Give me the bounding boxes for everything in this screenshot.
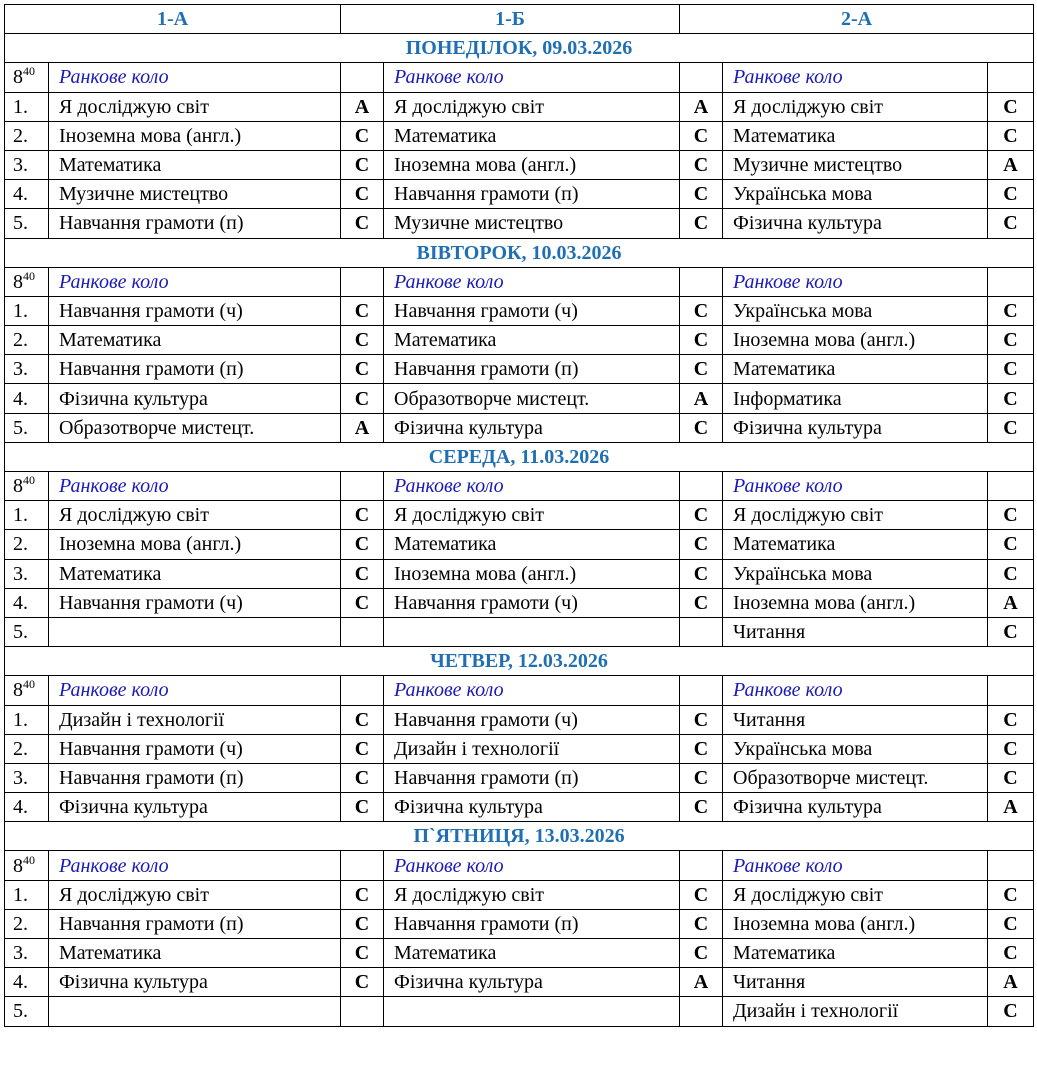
lesson-row: [5, 296, 1034, 325]
subject-1a: Математика: [49, 559, 341, 588]
lesson-row: [5, 588, 1034, 617]
lesson-number: 3.: [5, 355, 49, 384]
subject-1a: Математика: [49, 939, 341, 968]
subject-1a: Образотворче мистецт.: [49, 413, 341, 442]
room-1a: С: [341, 880, 384, 909]
lesson-number: 1.: [5, 880, 49, 909]
lesson-number: 2.: [5, 326, 49, 355]
subject-2a: Іноземна мова (англ.): [723, 326, 988, 355]
morning-circle-row: [5, 63, 1034, 92]
lesson-number: 4.: [5, 588, 49, 617]
room-1a: С: [341, 968, 384, 997]
subject-2a: Дизайн і технології: [723, 997, 988, 1026]
subject-2a: Інформатика: [723, 384, 988, 413]
day-header-row: [5, 442, 1034, 471]
room-1a: С: [341, 559, 384, 588]
room-2a: С: [988, 530, 1034, 559]
subject-1a: Фізична культура: [49, 384, 341, 413]
room-2a: С: [988, 296, 1034, 325]
lesson-row: [5, 997, 1034, 1026]
subject-2a: Математика: [723, 939, 988, 968]
lesson-row: [5, 180, 1034, 209]
subject-1b: Математика: [384, 939, 680, 968]
lesson-number: 4.: [5, 968, 49, 997]
subject-2a: Фізична культура: [723, 209, 988, 238]
room-1a: С: [341, 180, 384, 209]
subject-1b: [384, 997, 680, 1026]
morning-circle-1b: Ранкове коло: [384, 63, 680, 92]
lesson-row: [5, 968, 1034, 997]
subject-1b: Іноземна мова (англ.): [384, 150, 680, 179]
room-1b: С: [680, 734, 723, 763]
lesson-number: 2.: [5, 530, 49, 559]
morning-time-minutes: 40: [23, 852, 35, 867]
subject-1a: [49, 617, 341, 646]
morning-time-minutes: 40: [23, 473, 35, 488]
morning-time: [5, 851, 49, 880]
subject-1b: Я досліджую світ: [384, 501, 680, 530]
morning-circle-2a: Ранкове коло: [723, 851, 988, 880]
morning-circle-row: [5, 267, 1034, 296]
lesson-row: [5, 326, 1034, 355]
room-2a: С: [988, 121, 1034, 150]
subject-1b: Навчання грамоти (п): [384, 355, 680, 384]
room-1a: [341, 617, 384, 646]
schedule-table: [4, 4, 1034, 1027]
room-cell-1a: [341, 676, 384, 705]
subject-1b: Музичне мистецтво: [384, 209, 680, 238]
room-2a: С: [988, 355, 1034, 384]
lesson-number: 2.: [5, 734, 49, 763]
class-header-row: [5, 5, 1034, 34]
room-1a: С: [341, 121, 384, 150]
subject-1b: Фізична культура: [384, 968, 680, 997]
subject-2a: Українська мова: [723, 180, 988, 209]
room-2a: С: [988, 413, 1034, 442]
lesson-row: [5, 793, 1034, 822]
subject-1b: Навчання грамоти (п): [384, 180, 680, 209]
subject-1a: Фізична культура: [49, 968, 341, 997]
subject-2a: Читання: [723, 617, 988, 646]
lesson-row: [5, 121, 1034, 150]
subject-2a: Читання: [723, 705, 988, 734]
subject-2a: Математика: [723, 121, 988, 150]
subject-2a: Українська мова: [723, 734, 988, 763]
morning-time-minutes: 40: [23, 268, 35, 283]
room-1a: [341, 997, 384, 1026]
room-2a: А: [988, 588, 1034, 617]
subject-2a: Математика: [723, 530, 988, 559]
room-1a: С: [341, 530, 384, 559]
subject-1a: Я досліджую світ: [49, 92, 341, 121]
morning-time: [5, 267, 49, 296]
room-1b: С: [680, 880, 723, 909]
room-cell-2a: [988, 267, 1034, 296]
room-1b: С: [680, 413, 723, 442]
morning-time-minutes: 40: [23, 64, 35, 79]
day-title: ВІВТОРОК, 10.03.2026: [5, 238, 1034, 267]
room-cell-1b: [680, 63, 723, 92]
room-1a: С: [341, 734, 384, 763]
room-2a: С: [988, 209, 1034, 238]
day-header-row: [5, 822, 1034, 851]
subject-1b: Фізична культура: [384, 793, 680, 822]
subject-1a: Навчання грамоти (ч): [49, 588, 341, 617]
room-1b: С: [680, 530, 723, 559]
room-cell-1b: [680, 472, 723, 501]
subject-1a: Навчання грамоти (п): [49, 355, 341, 384]
room-2a: С: [988, 384, 1034, 413]
subject-1b: Математика: [384, 121, 680, 150]
lesson-number: 5.: [5, 617, 49, 646]
room-2a: А: [988, 150, 1034, 179]
room-cell-1a: [341, 63, 384, 92]
subject-1a: Математика: [49, 150, 341, 179]
morning-time-hour: 8: [13, 854, 23, 877]
room-2a: С: [988, 180, 1034, 209]
room-2a: С: [988, 939, 1034, 968]
room-1b: С: [680, 180, 723, 209]
subject-1a: Я досліджую світ: [49, 880, 341, 909]
room-2a: А: [988, 793, 1034, 822]
room-1a: С: [341, 326, 384, 355]
day-header-row: [5, 34, 1034, 63]
lesson-number: 2.: [5, 121, 49, 150]
morning-circle-row: [5, 472, 1034, 501]
room-2a: С: [988, 617, 1034, 646]
morning-time-minutes: 40: [23, 677, 35, 692]
lesson-number: 1.: [5, 296, 49, 325]
subject-1b: Я досліджую світ: [384, 92, 680, 121]
room-1a: С: [341, 588, 384, 617]
lesson-row: [5, 763, 1034, 792]
room-1a: С: [341, 939, 384, 968]
morning-circle-2a: Ранкове коло: [723, 267, 988, 296]
lesson-number: 5.: [5, 997, 49, 1026]
morning-time: [5, 63, 49, 92]
room-1a: С: [341, 209, 384, 238]
subject-2a: Я досліджую світ: [723, 880, 988, 909]
lesson-number: 4.: [5, 384, 49, 413]
morning-circle-2a: Ранкове коло: [723, 63, 988, 92]
subject-1a: [49, 997, 341, 1026]
room-2a: С: [988, 705, 1034, 734]
lesson-row: [5, 355, 1034, 384]
subject-2a: Фізична культура: [723, 413, 988, 442]
room-1a: С: [341, 909, 384, 938]
lesson-row: [5, 880, 1034, 909]
subject-1a: Навчання грамоти (п): [49, 909, 341, 938]
morning-circle-1b: Ранкове коло: [384, 676, 680, 705]
subject-1a: Навчання грамоти (ч): [49, 296, 341, 325]
lesson-row: [5, 909, 1034, 938]
morning-circle-1b: Ранкове коло: [384, 472, 680, 501]
room-2a: С: [988, 763, 1034, 792]
subject-1a: Іноземна мова (англ.): [49, 530, 341, 559]
morning-circle-1a: Ранкове коло: [49, 676, 341, 705]
subject-2a: Українська мова: [723, 296, 988, 325]
schedule-body: [5, 5, 1034, 1027]
room-1b: [680, 997, 723, 1026]
lesson-row: [5, 92, 1034, 121]
room-1a: А: [341, 413, 384, 442]
room-1b: С: [680, 355, 723, 384]
subject-1b: Навчання грамоти (п): [384, 763, 680, 792]
room-1a: С: [341, 355, 384, 384]
subject-2a: Образотворче мистецт.: [723, 763, 988, 792]
morning-circle-2a: Ранкове коло: [723, 676, 988, 705]
subject-1b: Навчання грамоти (ч): [384, 588, 680, 617]
room-2a: С: [988, 92, 1034, 121]
morning-circle-1b: Ранкове коло: [384, 267, 680, 296]
room-1a: А: [341, 92, 384, 121]
morning-time-hour: 8: [13, 679, 23, 702]
morning-circle-1a: Ранкове коло: [49, 267, 341, 296]
room-2a: А: [988, 968, 1034, 997]
room-1a: С: [341, 501, 384, 530]
lesson-number: 1.: [5, 501, 49, 530]
room-1a: С: [341, 150, 384, 179]
subject-1a: Музичне мистецтво: [49, 180, 341, 209]
subject-1b: Математика: [384, 530, 680, 559]
subject-1b: Дизайн і технології: [384, 734, 680, 763]
morning-circle-1a: Ранкове коло: [49, 472, 341, 501]
subject-2a: Українська мова: [723, 559, 988, 588]
room-2a: С: [988, 909, 1034, 938]
class-header-1a: 1-А: [5, 5, 341, 34]
morning-circle-row: [5, 851, 1034, 880]
room-1b: С: [680, 939, 723, 968]
day-title: ПОНЕДІЛОК, 09.03.2026: [5, 34, 1034, 63]
room-1b: С: [680, 763, 723, 792]
lesson-row: [5, 150, 1034, 179]
lesson-number: 4.: [5, 793, 49, 822]
room-cell-1a: [341, 472, 384, 501]
subject-1a: Я досліджую світ: [49, 501, 341, 530]
room-1b: С: [680, 150, 723, 179]
subject-1a: Фізична культура: [49, 793, 341, 822]
room-2a: С: [988, 734, 1034, 763]
room-1b: А: [680, 384, 723, 413]
room-1b: [680, 617, 723, 646]
day-title: СЕРЕДА, 11.03.2026: [5, 442, 1034, 471]
room-2a: С: [988, 559, 1034, 588]
room-cell-1a: [341, 851, 384, 880]
subject-1a: Навчання грамоти (п): [49, 763, 341, 792]
subject-1b: Образотворче мистецт.: [384, 384, 680, 413]
subject-1a: Навчання грамоти (п): [49, 209, 341, 238]
subject-2a: Іноземна мова (англ.): [723, 909, 988, 938]
day-title: ЧЕТВЕР, 12.03.2026: [5, 647, 1034, 676]
lesson-row: [5, 501, 1034, 530]
lesson-row: [5, 530, 1034, 559]
day-title: П`ЯТНИЦЯ, 13.03.2026: [5, 822, 1034, 851]
room-cell-2a: [988, 851, 1034, 880]
room-1b: С: [680, 501, 723, 530]
morning-circle-1a: Ранкове коло: [49, 63, 341, 92]
room-2a: С: [988, 880, 1034, 909]
lesson-row: [5, 939, 1034, 968]
subject-2a: Читання: [723, 968, 988, 997]
lesson-number: 2.: [5, 909, 49, 938]
morning-circle-1b: Ранкове коло: [384, 851, 680, 880]
subject-1a: Навчання грамоти (ч): [49, 734, 341, 763]
subject-1b: [384, 617, 680, 646]
room-cell-1a: [341, 267, 384, 296]
room-cell-2a: [988, 472, 1034, 501]
morning-time: [5, 676, 49, 705]
lesson-number: 3.: [5, 559, 49, 588]
day-header-row: [5, 238, 1034, 267]
subject-1a: Іноземна мова (англ.): [49, 121, 341, 150]
subject-2a: Я досліджую світ: [723, 501, 988, 530]
morning-time-hour: 8: [13, 475, 23, 498]
day-header-row: [5, 647, 1034, 676]
morning-time: [5, 472, 49, 501]
room-1b: С: [680, 909, 723, 938]
class-header-1b: 1-Б: [341, 5, 680, 34]
room-1b: С: [680, 326, 723, 355]
morning-time-hour: 8: [13, 66, 23, 89]
room-1a: С: [341, 763, 384, 792]
room-1a: С: [341, 296, 384, 325]
room-1b: С: [680, 705, 723, 734]
subject-1b: Я досліджую світ: [384, 880, 680, 909]
lesson-row: [5, 413, 1034, 442]
subject-1b: Іноземна мова (англ.): [384, 559, 680, 588]
room-1b: С: [680, 588, 723, 617]
room-1b: А: [680, 968, 723, 997]
morning-circle-1a: Ранкове коло: [49, 851, 341, 880]
subject-2a: Математика: [723, 355, 988, 384]
room-1b: С: [680, 559, 723, 588]
lesson-number: 5.: [5, 209, 49, 238]
lesson-row: [5, 384, 1034, 413]
lesson-number: 1.: [5, 705, 49, 734]
lesson-number: 5.: [5, 413, 49, 442]
morning-time-hour: 8: [13, 270, 23, 293]
class-header-2a: 2-А: [680, 5, 1034, 34]
room-cell-2a: [988, 63, 1034, 92]
subject-2a: Музичне мистецтво: [723, 150, 988, 179]
subject-1b: Навчання грамоти (ч): [384, 705, 680, 734]
subject-1a: Дизайн і технології: [49, 705, 341, 734]
subject-2a: Фізична культура: [723, 793, 988, 822]
subject-1b: Фізична культура: [384, 413, 680, 442]
room-1a: С: [341, 384, 384, 413]
room-1b: С: [680, 121, 723, 150]
morning-circle-row: [5, 676, 1034, 705]
room-2a: С: [988, 997, 1034, 1026]
lesson-number: 3.: [5, 939, 49, 968]
room-cell-2a: [988, 676, 1034, 705]
subject-2a: Іноземна мова (англ.): [723, 588, 988, 617]
subject-1b: Математика: [384, 326, 680, 355]
subject-2a: Я досліджую світ: [723, 92, 988, 121]
room-1b: А: [680, 92, 723, 121]
lesson-row: [5, 617, 1034, 646]
lesson-number: 3.: [5, 150, 49, 179]
room-1b: С: [680, 793, 723, 822]
room-cell-1b: [680, 676, 723, 705]
room-2a: С: [988, 501, 1034, 530]
room-cell-1b: [680, 267, 723, 296]
room-1b: С: [680, 209, 723, 238]
lesson-number: 3.: [5, 763, 49, 792]
lesson-row: [5, 559, 1034, 588]
lesson-row: [5, 705, 1034, 734]
room-1b: С: [680, 296, 723, 325]
subject-1b: Навчання грамоти (п): [384, 909, 680, 938]
lesson-row: [5, 209, 1034, 238]
room-1a: С: [341, 793, 384, 822]
lesson-number: 1.: [5, 92, 49, 121]
room-2a: С: [988, 326, 1034, 355]
subject-1a: Математика: [49, 326, 341, 355]
lesson-number: 4.: [5, 180, 49, 209]
room-cell-1b: [680, 851, 723, 880]
lesson-row: [5, 734, 1034, 763]
room-1a: С: [341, 705, 384, 734]
morning-circle-2a: Ранкове коло: [723, 472, 988, 501]
subject-1b: Навчання грамоти (ч): [384, 296, 680, 325]
